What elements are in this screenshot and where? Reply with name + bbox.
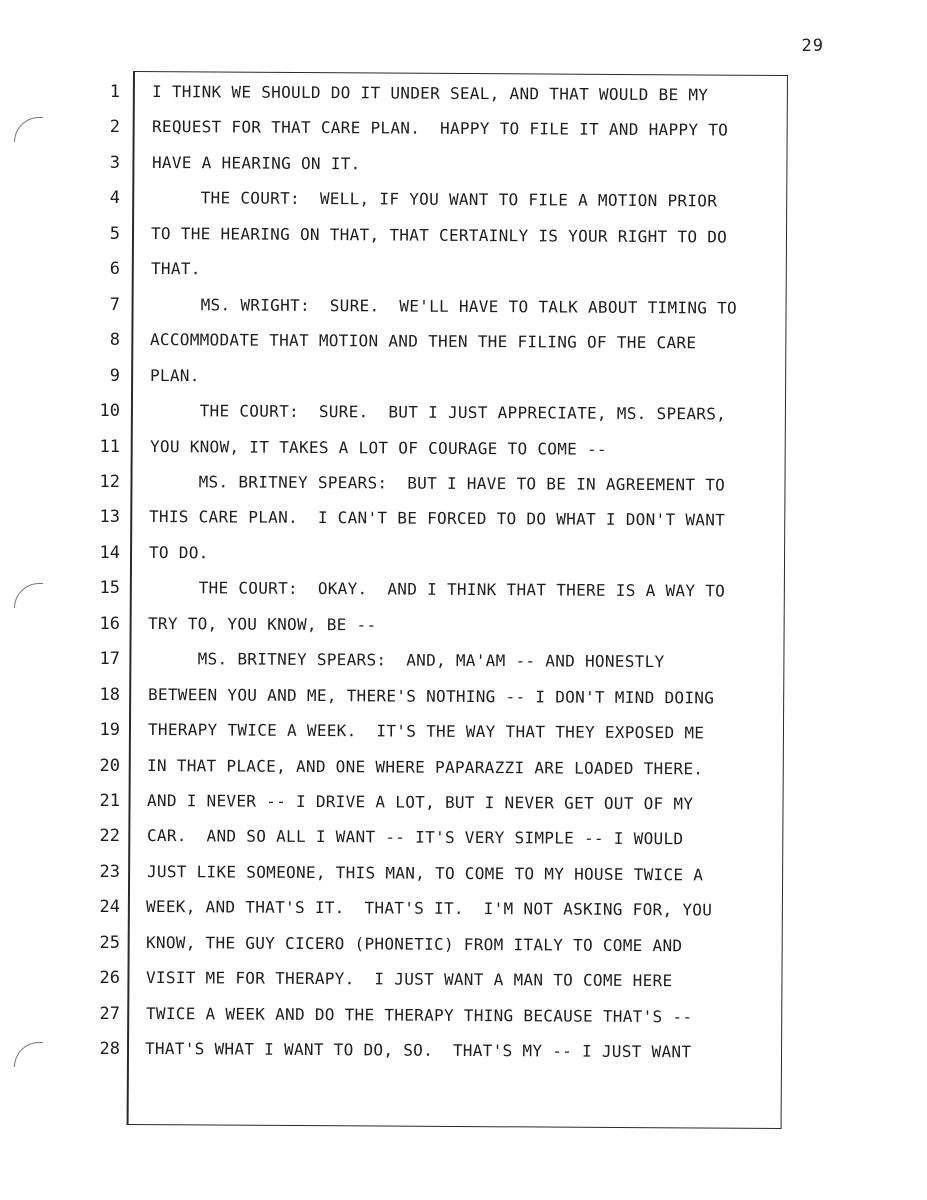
line-number: 9: [109, 365, 120, 386]
transcript-line: THIS CARE PLAN. I CAN'T BE FORCED TO DO WHAT I DON'T WANT: [148, 507, 726, 530]
line-number: 28: [99, 1039, 120, 1060]
line-number: 22: [99, 826, 120, 847]
line-number: 19: [99, 720, 120, 741]
line-number: 10: [99, 401, 120, 422]
line-number: 18: [99, 684, 120, 705]
line-number: 11: [99, 436, 120, 457]
transcript-line: IN THAT PLACE, AND ONE WHERE PAPARAZZI ARE LOADED THERE.: [147, 755, 704, 778]
line-number: 12: [99, 471, 120, 492]
line-number: 20: [99, 755, 120, 776]
transcript-line: THAT.: [150, 259, 201, 279]
transcript-line: HAVE A HEARING ON IT.: [151, 152, 361, 174]
line-number: 1: [109, 82, 120, 102]
line-number: 16: [99, 613, 120, 634]
line-number: 3: [109, 152, 120, 173]
line-number: 23: [99, 861, 120, 882]
line-number: 2: [109, 117, 120, 138]
transcript-line: VISIT ME FOR THERAPY. I JUST WANT A MAN TO COME HERE: [145, 968, 673, 991]
line-number: 7: [109, 294, 120, 315]
transcript-line: AND I NEVER -- I DRIVE A LOT, BUT I NEVER GET OUT OF MY: [146, 791, 694, 814]
line-number: 8: [109, 330, 120, 351]
transcript-line: YOU KNOW, IT TAKES A LOT OF COURAGE TO COME --: [149, 436, 607, 459]
transcript-line: MS. BRITNEY SPEARS: AND, MA'AM -- AND HONESTLY: [147, 649, 665, 672]
transcript-line: REQUEST FOR THAT CARE PLAN. HAPPY TO FILE IT AND HAPPY TO: [151, 117, 728, 140]
line-number: 25: [99, 932, 120, 953]
line-number: 13: [99, 507, 120, 528]
line-number: 4: [109, 188, 120, 209]
transcript-line: MS. BRITNEY SPEARS: BUT I HAVE TO BE IN AGREEMENT TO: [149, 471, 726, 495]
transcript-line: MS. WRIGHT: SURE. WE'LL HAVE TO TALK ABOUT TIMING TO: [150, 294, 737, 318]
transcript-line: BETWEEN YOU AND ME, THERE'S NOTHING -- I DON'T MIND DOING: [147, 684, 714, 708]
transcript-line: TRY TO, YOU KNOW, BE --: [148, 613, 377, 635]
transcript-line: WEEK, AND THAT'S IT. THAT'S IT. I'M NOT ASKING FOR, YOU: [146, 897, 713, 920]
transcript-line: THERAPY TWICE A WEEK. IT'S THE WAY THAT THEY EXPOSED ME: [147, 720, 704, 743]
transcript-line: ACCOMMODATE THAT MOTION AND THEN THE FILING OF THE CARE: [150, 330, 697, 353]
line-number: 14: [99, 542, 120, 563]
transcript-line: THAT'S WHAT I WANT TO DO, SO. THAT'S MY -- I JUST WANT: [145, 1039, 692, 1062]
transcript-line: THE COURT: SURE. BUT I JUST APPRECIATE, MS. SPEARS,: [149, 401, 726, 424]
transcript-line: PLAN.: [149, 365, 200, 385]
transcript-line: THE COURT: OKAY. AND I THINK THAT THERE IS A WAY TO: [148, 578, 725, 601]
transcript-line: I THINK WE SHOULD DO IT UNDER SEAL, AND THAT WOULD BE MY: [151, 82, 709, 105]
transcript-line: KNOW, THE GUY CICERO (PHONETIC) FROM ITALY TO COME AND: [145, 932, 683, 956]
transcript-line: JUST LIKE SOMEONE, THIS MAN, TO COME TO MY HOUSE TWICE A: [146, 861, 703, 885]
page-number: 29: [801, 36, 824, 56]
line-number: 27: [99, 1003, 120, 1024]
transcript-line: TO DO.: [148, 542, 209, 563]
transcript-line: TWICE A WEEK AND DO THE THERAPY THING BECAUSE THAT'S --: [145, 1003, 692, 1027]
line-number: 17: [99, 649, 120, 670]
line-number: 5: [109, 223, 120, 244]
transcript-line: TO THE HEARING ON THAT, THAT CERTAINLY IS YOUR RIGHT TO DO: [150, 223, 728, 247]
line-number: 24: [99, 897, 120, 918]
line-number: 6: [109, 259, 120, 280]
transcript-line: CAR. AND SO ALL I WANT -- IT'S VERY SIMPLE -- I WOULD: [146, 826, 684, 849]
line-number: 21: [99, 791, 120, 811]
line-number: 15: [99, 578, 120, 599]
transcript-line: THE COURT: WELL, IF YOU WANT TO FILE A MOTION PRIOR: [151, 188, 718, 211]
line-number: 26: [99, 968, 120, 989]
